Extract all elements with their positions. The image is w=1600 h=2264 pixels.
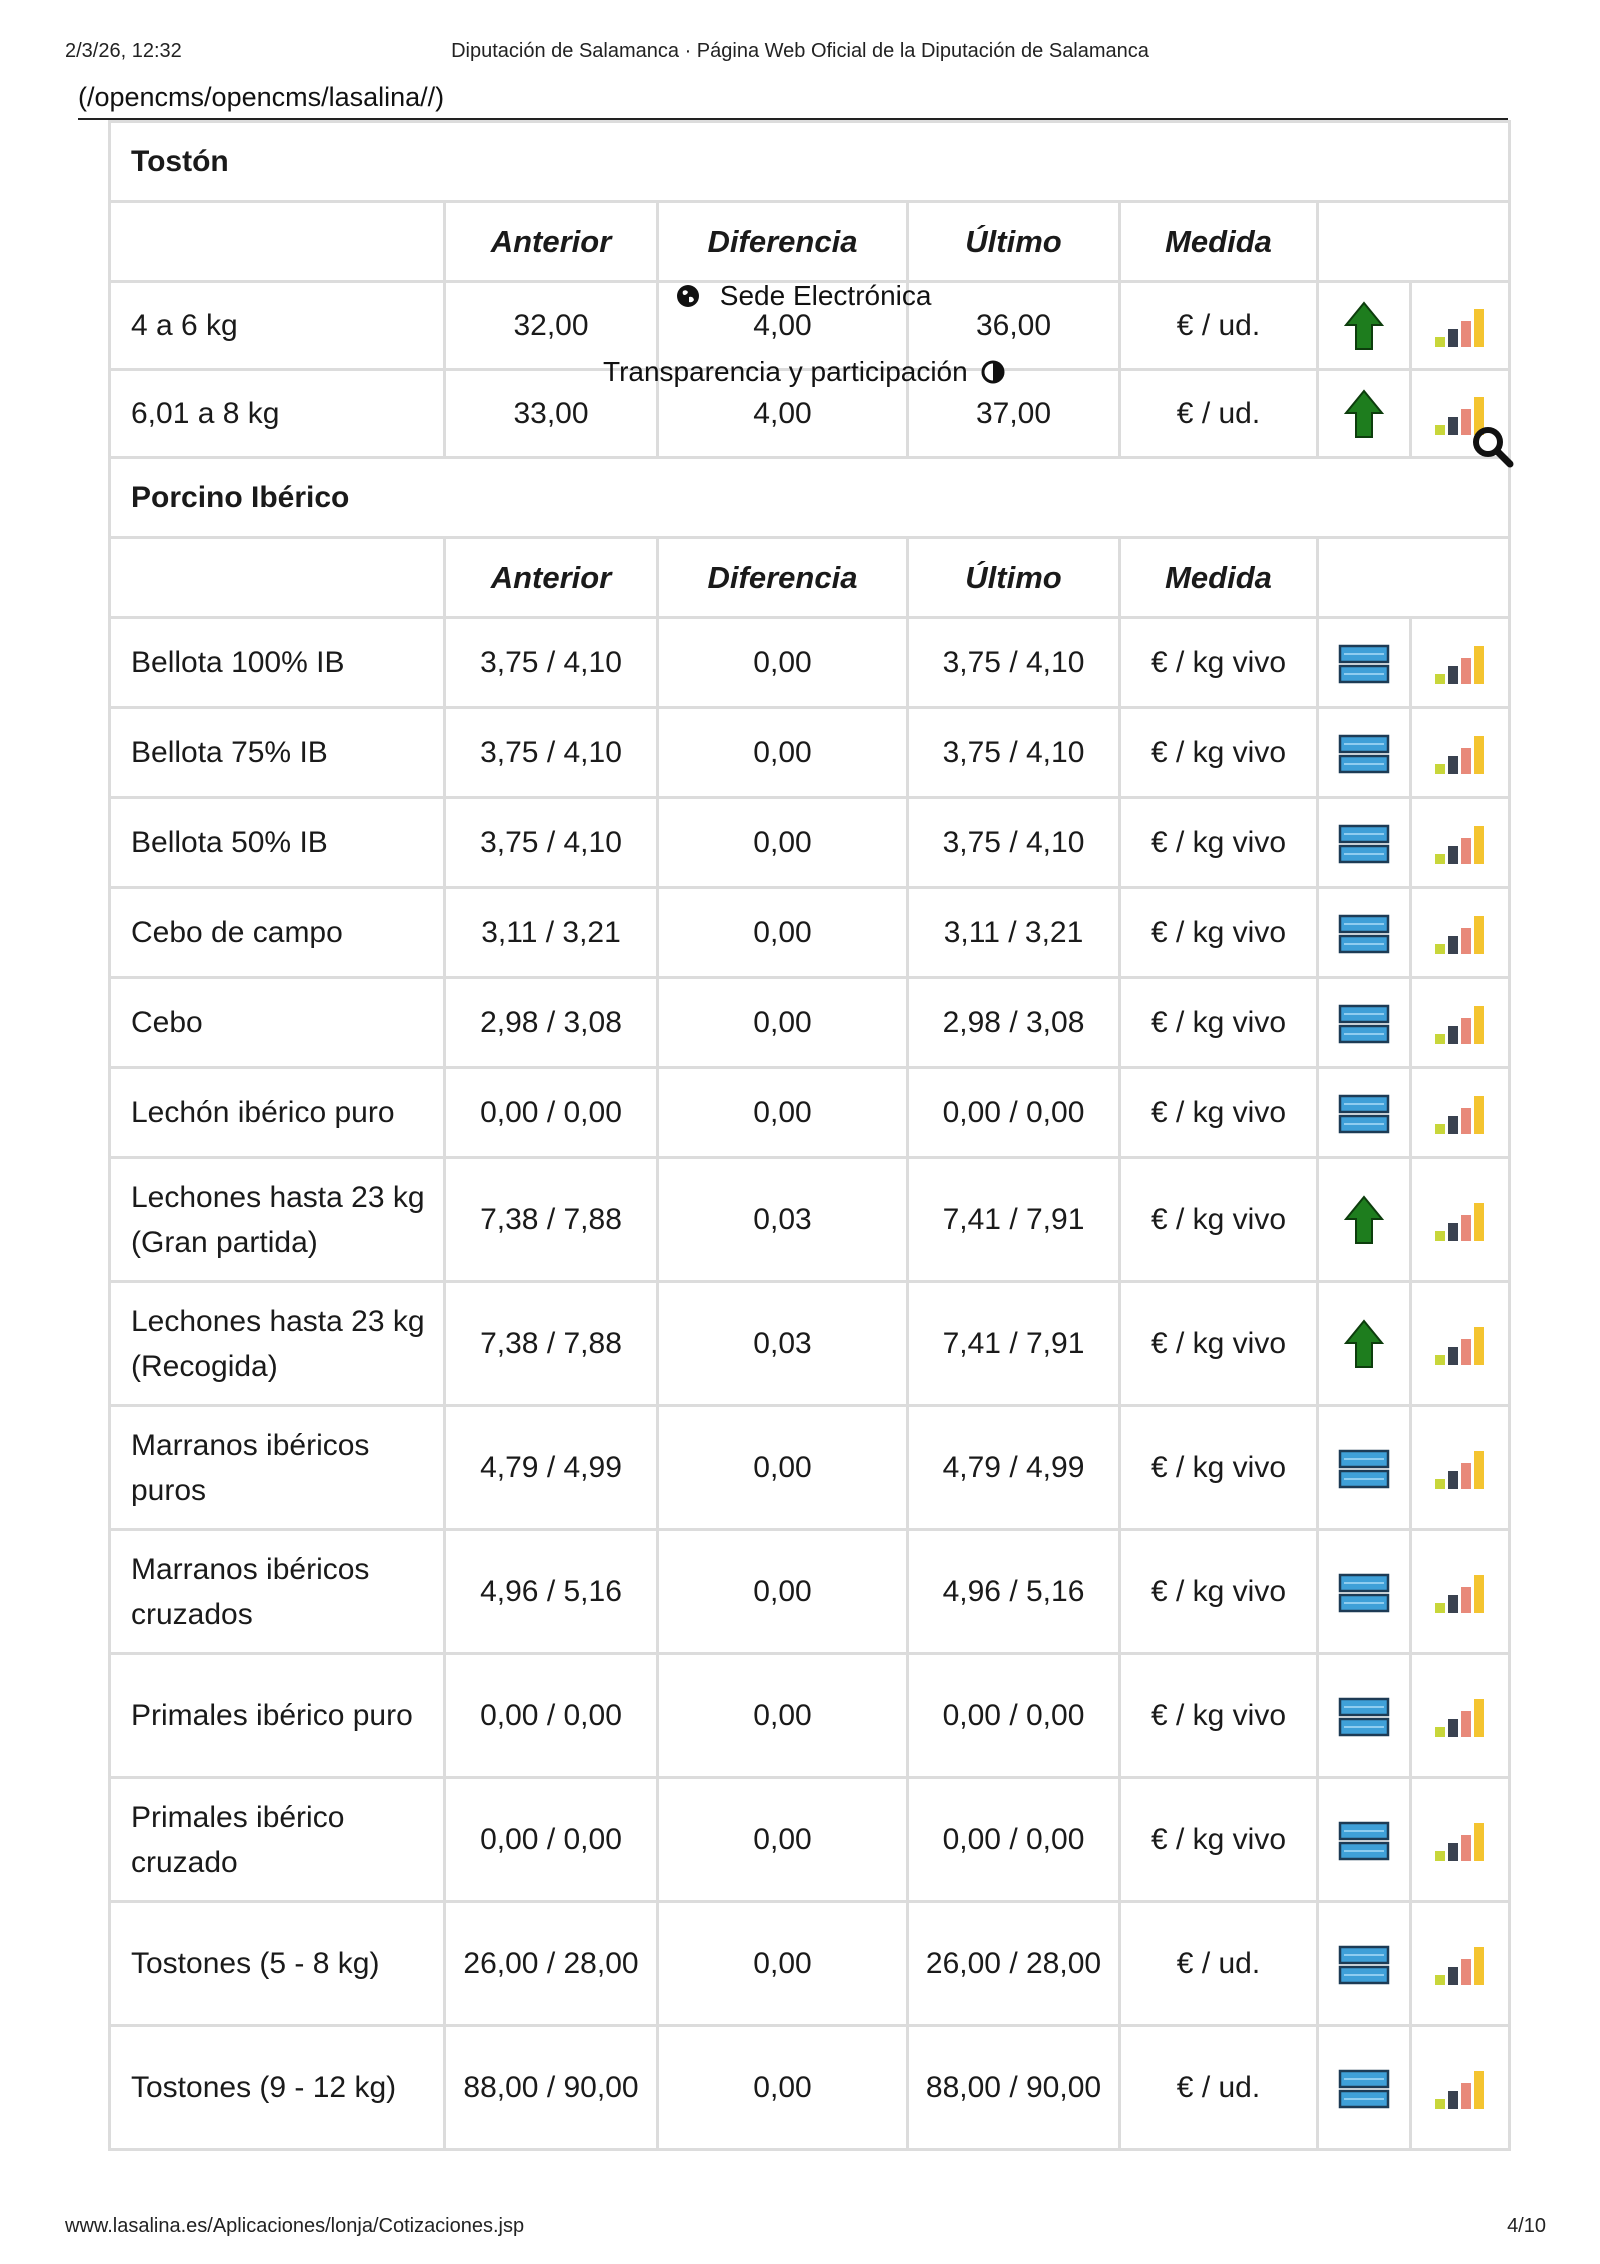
trend-cell [1318, 1654, 1411, 1778]
trend-cell [1318, 1068, 1411, 1158]
medida-value: € / kg vivo [1120, 978, 1318, 1068]
diferencia-value: 0,00 [658, 1406, 908, 1530]
table-row [110, 1282, 1510, 1406]
trend-stable-icon [1338, 1945, 1390, 1985]
trend-up-arrow-icon [1344, 301, 1384, 351]
ultimo-value: 88,00 / 90,00 [908, 2026, 1120, 2150]
trend-stable-icon [1338, 2069, 1390, 2109]
medida-value: € / ud. [1120, 1902, 1318, 2026]
trend-stable-icon [1338, 1004, 1390, 1044]
anterior-value: 3,75 / 4,10 [445, 618, 658, 708]
ultimo-value: 0,00 / 0,00 [908, 1654, 1120, 1778]
section-header-row [110, 458, 1510, 538]
table-row [110, 978, 1510, 1068]
quotes-table [108, 120, 1511, 2151]
price-history-chart-icon [1433, 303, 1487, 349]
medida-value: € / kg vivo [1120, 888, 1318, 978]
trend-cell [1318, 1282, 1411, 1406]
history-chart-link[interactable] [1411, 1406, 1510, 1530]
product-name: Lechones hasta 23 kg (Recogida) [110, 1282, 445, 1406]
anterior-value: 0,00 / 0,00 [445, 1654, 658, 1778]
product-name: Bellota 100% IB [110, 618, 445, 708]
anterior-value: 7,38 / 7,88 [445, 1158, 658, 1282]
price-history-chart-icon [1433, 2065, 1487, 2111]
anterior-value: 3,75 / 4,10 [445, 798, 658, 888]
contrast-icon[interactable] [981, 360, 1005, 384]
home-link[interactable]: (/opencms/opencms/lasalina//) [78, 82, 445, 112]
medida-value: € / kg vivo [1120, 1654, 1318, 1778]
history-chart-link[interactable] [1411, 1530, 1510, 1654]
page-number: 4/10 [1507, 2215, 1546, 2237]
diferencia-value: 0,00 [658, 618, 908, 708]
column-header-icons [1318, 538, 1510, 618]
history-chart-link[interactable] [1411, 1068, 1510, 1158]
trend-stable-icon [1338, 1094, 1390, 1134]
history-chart-link[interactable] [1411, 1778, 1510, 1902]
price-history-chart-icon [1433, 1941, 1487, 1987]
ultimo-value: 4,96 / 5,16 [908, 1530, 1120, 1654]
trend-stable-icon [1338, 824, 1390, 864]
trend-stable-icon [1338, 1573, 1390, 1613]
trend-stable-icon [1338, 1697, 1390, 1737]
table-row [110, 1902, 1510, 2026]
price-history-chart-icon [1433, 1693, 1487, 1739]
column-header-ultimo: Último [908, 202, 1120, 282]
table-row [110, 1654, 1510, 1778]
trend-cell [1318, 1406, 1411, 1530]
ultimo-value: 7,41 / 7,91 [908, 1282, 1120, 1406]
medida-value: € / kg vivo [1120, 798, 1318, 888]
column-header-icons [1318, 202, 1510, 282]
print-datetime: 2/3/26, 12:32 [65, 40, 182, 62]
trend-cell [1318, 978, 1411, 1068]
medida-value: € / ud. [1120, 2026, 1318, 2150]
ultimo-value: 36,00 [908, 282, 1120, 370]
table-row [110, 798, 1510, 888]
price-history-chart-icon [1433, 1000, 1487, 1046]
anterior-value: 2,98 / 3,08 [445, 978, 658, 1068]
trend-cell [1318, 1778, 1411, 1902]
section-header-row [110, 122, 1510, 202]
medida-value: € / kg vivo [1120, 1406, 1318, 1530]
trend-up-arrow-icon [1344, 1319, 1384, 1369]
anterior-value: 3,75 / 4,10 [445, 708, 658, 798]
product-name: Tostones (5 - 8 kg) [110, 1902, 445, 2026]
anterior-value: 26,00 / 28,00 [445, 1902, 658, 2026]
column-header-medida: Medida [1120, 202, 1318, 282]
diferencia-value: 0,00 [658, 1654, 908, 1778]
trend-cell [1318, 888, 1411, 978]
trend-stable-icon [1338, 734, 1390, 774]
trend-cell [1318, 708, 1411, 798]
history-chart-link[interactable] [1411, 1158, 1510, 1282]
history-chart-link[interactable] [1411, 618, 1510, 708]
transparencia-label: Transparencia y participación [603, 356, 968, 387]
diferencia-value: 0,00 [658, 888, 908, 978]
trend-cell [1318, 370, 1411, 458]
globe-icon [676, 284, 700, 308]
column-header-anterior: Anterior [445, 538, 658, 618]
product-name: 4 a 6 kg [110, 282, 445, 370]
history-chart-link[interactable] [1411, 978, 1510, 1068]
trend-up-arrow-icon [1344, 1195, 1384, 1245]
diferencia-value: 0,00 [658, 1778, 908, 1902]
price-history-chart-icon [1433, 910, 1487, 956]
medida-value: € / kg vivo [1120, 1282, 1318, 1406]
table-row [110, 1158, 1510, 1282]
price-history-chart-icon [1433, 1090, 1487, 1136]
price-history-chart-icon [1433, 1569, 1487, 1615]
section-title: Tostón [110, 122, 1510, 202]
trend-stable-icon [1338, 914, 1390, 954]
product-name: Primales ibérico puro [110, 1654, 445, 1778]
medida-value: € / kg vivo [1120, 708, 1318, 798]
ultimo-value: 26,00 / 28,00 [908, 1902, 1120, 2026]
medida-value: € / kg vivo [1120, 1158, 1318, 1282]
price-history-chart-icon [1433, 640, 1487, 686]
table-row [110, 888, 1510, 978]
print-page-title: Diputación de Salamanca · Página Web Oficial de la Diputación de Salamanca [451, 40, 1149, 62]
medida-value: € / kg vivo [1120, 1778, 1318, 1902]
product-name: 6,01 a 8 kg [110, 370, 445, 458]
column-header-blank [110, 202, 445, 282]
product-name: Bellota 75% IB [110, 708, 445, 798]
diferencia-value: 0,00 [658, 708, 908, 798]
table-row [110, 1530, 1510, 1654]
diferencia-value: 4,00 [658, 282, 908, 370]
diferencia-value: 0,00 [658, 1068, 908, 1158]
trend-cell [1318, 2026, 1411, 2150]
column-header-blank [110, 538, 445, 618]
section-title: Porcino Ibérico [110, 458, 1510, 538]
diferencia-value: 0,00 [658, 1902, 908, 2026]
ultimo-value: 3,75 / 4,10 [908, 708, 1120, 798]
anterior-value: 32,00 [445, 282, 658, 370]
search-button[interactable] [1470, 424, 1516, 470]
medida-value: € / ud. [1120, 370, 1318, 458]
history-chart-link[interactable] [1411, 282, 1510, 370]
column-header-anterior: Anterior [445, 202, 658, 282]
anterior-value: 4,96 / 5,16 [445, 1530, 658, 1654]
ultimo-value: 7,41 / 7,91 [908, 1158, 1120, 1282]
price-history-chart-icon [1433, 1817, 1487, 1863]
anterior-value: 3,11 / 3,21 [445, 888, 658, 978]
trend-stable-icon [1338, 644, 1390, 684]
trend-cell [1318, 1158, 1411, 1282]
product-name: Lechones hasta 23 kg (Gran partida) [110, 1158, 445, 1282]
anterior-value: 33,00 [445, 370, 658, 458]
price-history-chart-icon [1433, 1197, 1487, 1243]
trend-cell [1318, 1902, 1411, 2026]
column-header-medida: Medida [1120, 538, 1318, 618]
column-header-row [110, 202, 1510, 282]
history-chart-link[interactable] [1411, 1902, 1510, 2026]
history-chart-link[interactable] [1411, 798, 1510, 888]
trend-stable-icon [1338, 1449, 1390, 1489]
trend-cell [1318, 282, 1411, 370]
anterior-value: 0,00 / 0,00 [445, 1068, 658, 1158]
ultimo-value: 3,75 / 4,10 [908, 798, 1120, 888]
history-chart-link[interactable] [1411, 2026, 1510, 2150]
diferencia-value: 0,03 [658, 1282, 908, 1406]
product-name: Cebo de campo [110, 888, 445, 978]
diferencia-value: 4,00 [658, 370, 908, 458]
table-row [110, 1778, 1510, 1902]
price-history-chart-icon [1433, 730, 1487, 776]
product-name: Marranos ibéricos cruzados [110, 1530, 445, 1654]
trend-cell [1318, 618, 1411, 708]
diferencia-value: 0,03 [658, 1158, 908, 1282]
price-history-chart-icon [1433, 1321, 1487, 1367]
transparencia-link[interactable] [603, 356, 1005, 388]
column-header-row [110, 538, 1510, 618]
column-header-diferencia: Diferencia [658, 538, 908, 618]
ultimo-value: 0,00 / 0,00 [908, 1068, 1120, 1158]
ultimo-value: 0,00 / 0,00 [908, 1778, 1120, 1902]
table-row [110, 2026, 1510, 2150]
print-url: www.lasalina.es/Aplicaciones/lonja/Cotizaciones.jsp [65, 2215, 525, 2237]
medida-value: € / kg vivo [1120, 618, 1318, 708]
column-header-diferencia: Diferencia [658, 202, 908, 282]
history-chart-link[interactable] [1411, 1654, 1510, 1778]
table-row [110, 1068, 1510, 1158]
table-row [110, 618, 1510, 708]
ultimo-value: 3,11 / 3,21 [908, 888, 1120, 978]
ultimo-value: 37,00 [908, 370, 1120, 458]
table-row [110, 708, 1510, 798]
product-name: Cebo [110, 978, 445, 1068]
product-name: Tostones (9 - 12 kg) [110, 2026, 445, 2150]
print-header [0, 40, 1600, 70]
diferencia-value: 0,00 [658, 2026, 908, 2150]
price-history-chart-icon [1433, 1445, 1487, 1491]
price-history-chart-icon [1433, 820, 1487, 866]
trend-cell [1318, 1530, 1411, 1654]
table-row [110, 1406, 1510, 1530]
history-chart-link[interactable] [1411, 708, 1510, 798]
history-chart-link[interactable] [1411, 888, 1510, 978]
anterior-value: 88,00 / 90,00 [445, 2026, 658, 2150]
sede-label: Sede Electrónica [719, 280, 932, 311]
diferencia-value: 0,00 [658, 978, 908, 1068]
trend-stable-icon [1338, 1821, 1390, 1861]
product-name: Primales ibérico cruzado [110, 1778, 445, 1902]
history-chart-link[interactable] [1411, 1282, 1510, 1406]
ultimo-value: 3,75 / 4,10 [908, 618, 1120, 708]
trend-cell [1318, 798, 1411, 888]
product-name: Lechón ibérico puro [110, 1068, 445, 1158]
medida-value: € / ud. [1120, 282, 1318, 370]
sede-electronica-link[interactable] [676, 280, 931, 312]
anterior-value: 7,38 / 7,88 [445, 1282, 658, 1406]
trend-up-arrow-icon [1344, 389, 1384, 439]
column-header-ultimo: Último [908, 538, 1120, 618]
product-name: Marranos ibéricos puros [110, 1406, 445, 1530]
anterior-value: 0,00 / 0,00 [445, 1778, 658, 1902]
medida-value: € / kg vivo [1120, 1068, 1318, 1158]
ultimo-value: 2,98 / 3,08 [908, 978, 1120, 1068]
anterior-value: 4,79 / 4,99 [445, 1406, 658, 1530]
medida-value: € / kg vivo [1120, 1530, 1318, 1654]
search-icon [1470, 424, 1516, 470]
ultimo-value: 4,79 / 4,99 [908, 1406, 1120, 1530]
diferencia-value: 0,00 [658, 1530, 908, 1654]
diferencia-value: 0,00 [658, 798, 908, 888]
product-name: Bellota 50% IB [110, 798, 445, 888]
